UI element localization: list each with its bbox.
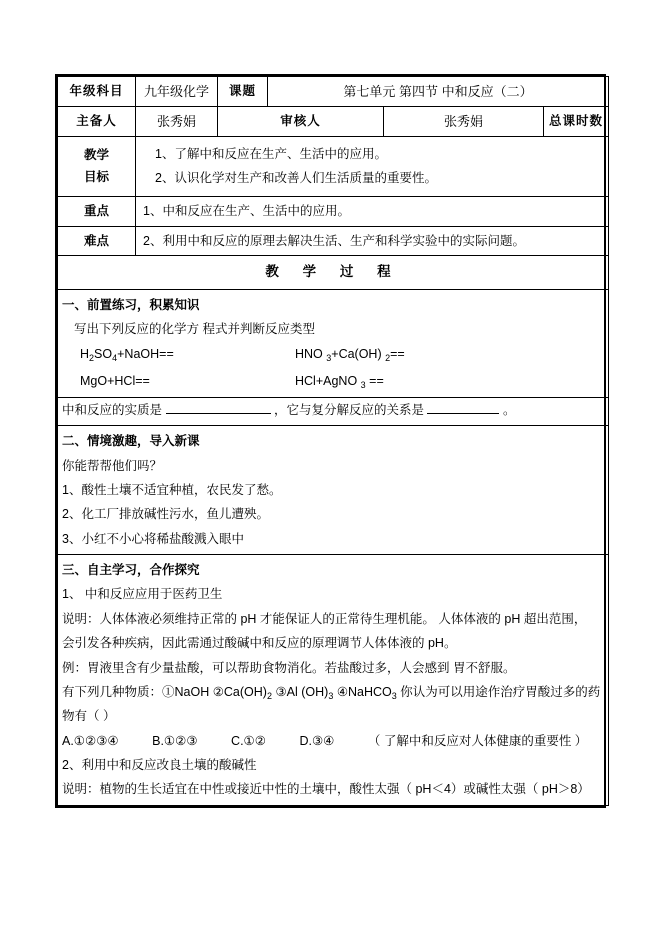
- row-difficulty: [58, 226, 609, 256]
- keypoint-label: 重点: [58, 196, 136, 226]
- row-preparer: [58, 107, 609, 137]
- row-section-2: [58, 426, 609, 555]
- fill-blank-line: [58, 397, 609, 425]
- objective-item-2: 2、认识化学对生产和改善人们生活质量的重要性。: [155, 171, 437, 186]
- option-d[interactable]: D.③④: [299, 733, 335, 748]
- section-3-options: [62, 729, 604, 753]
- objectives-label-line2: 目标: [83, 170, 109, 185]
- equation-row-1: [62, 341, 604, 367]
- section-1-content: [58, 289, 609, 397]
- section-3-sub-1: 1、 中和反应应用于医药卫生: [62, 587, 223, 602]
- section-3-sub-2: 2、利用中和反应改良土壤的酸碱性: [62, 758, 257, 772]
- topic-label: 课题: [218, 77, 268, 107]
- section-3-question-line-1: 有下列几种物质：①NaOH $②Ca(OH)_2$ ③Al $(OH)_3$ ④NaHCO$_3$ 你认为可以用途作治疗胃酸过多的药: [62, 684, 601, 701]
- section-3-explain-1-line-1: 说明：人体体液必须维持正常的 pH 才能保证人的正常待生理机能。 人体体液的 pH 超出范围，: [62, 611, 587, 626]
- row-process-header: [58, 256, 609, 289]
- process-header: 教 学 过 程: [58, 256, 609, 289]
- grade-subject-value: 九年级化学: [136, 77, 218, 107]
- section-1-title: 一、前置练习，积累知识: [62, 297, 200, 312]
- section-3-example-line-1: 例：胃液里含有少量盐酸，可以帮助食物消化。若盐酸过多，人会感到 胃不舒服。: [62, 660, 516, 675]
- fill-blank-prefix: 中和反应的实质是: [62, 402, 163, 417]
- fill-blank-input-2[interactable]: [427, 413, 499, 414]
- option-b[interactable]: B.①②③: [152, 733, 198, 748]
- objective-item-1: 1、了解中和反应在生产、生活中的应用。: [155, 147, 387, 161]
- section-2-item-1: 1、酸性土壤不适宜种植，农民发了愁。: [62, 482, 282, 497]
- row-section-3: [58, 555, 609, 806]
- row-keypoint: [58, 196, 609, 226]
- equation-1-right: HNO $_3$+Ca(OH) $_2$==: [295, 347, 405, 364]
- section-3-title: 三、自主学习，合作探究: [62, 563, 200, 577]
- lesson-plan-table: [55, 74, 606, 808]
- option-a[interactable]: A.①②③④: [62, 733, 119, 748]
- equation-row-2: [62, 368, 604, 394]
- section-3-explain-1-line-2: 会引发各种疾病，因此需通过酸碱中和反应的原理调节人体体液的 pH。: [62, 636, 457, 651]
- section-3-question-line-2: 物有（ ）: [62, 709, 116, 724]
- fill-blank-suffix: 。: [502, 402, 516, 417]
- objectives-label: [58, 137, 136, 197]
- section-3-content: [58, 555, 609, 806]
- reviewer-label: 审核人: [218, 107, 384, 137]
- equation-1-left: $H_2SO_4+NaOH==$: [80, 347, 174, 364]
- row-section-1: [58, 289, 609, 397]
- objectives-label-line1: 教学: [83, 147, 109, 162]
- reviewer-value: 张秀娟: [384, 107, 544, 137]
- section-2-content: [58, 426, 609, 555]
- keypoint-content: 1、中和反应在生产、生活中的应用。: [136, 196, 609, 226]
- section-2-lead: 你能帮帮他们吗？: [62, 458, 163, 473]
- row-objectives: [58, 137, 609, 197]
- difficulty-content: 2、利用中和反应的原理去解决生活、生产和科学实验中的实际问题。: [136, 226, 609, 256]
- lesson-plan-grid: [57, 76, 609, 806]
- section-2-item-3: 3、小红不小心将稀盐酸溅入眼中: [62, 531, 244, 546]
- main-preparer-label: 主备人: [58, 107, 136, 137]
- difficulty-label: 难点: [58, 226, 136, 256]
- section-3-explain-2: 说明：植物的生长适宜在中性或接近中性的土壤中，酸性太强（ pH＜4）或碱性太强（ pH＞8）: [62, 782, 590, 797]
- row-grade-topic: [58, 77, 609, 107]
- fill-blank-input-1[interactable]: [166, 413, 271, 414]
- grade-subject-label: 年级科目: [58, 77, 136, 107]
- total-periods-label: 总课时数: [544, 107, 609, 137]
- equation-2-right: HCl+AgNO $_3$ ==: [295, 373, 384, 390]
- option-note: （ 了解中和反应对人体健康的重要性 ）: [367, 733, 588, 748]
- section-2-item-2: 2、化工厂排放碱性污水，鱼儿遭殃。: [62, 507, 269, 522]
- objectives-content: [136, 137, 609, 197]
- section-2-title: 二、情境激趣，导入新课: [62, 434, 200, 449]
- equation-2-left: MgO+HCl==: [80, 373, 150, 388]
- main-preparer-value: 张秀娟: [136, 107, 218, 137]
- topic-value: 第七单元 第四节 中和反应（二）: [268, 77, 609, 107]
- section-1-instruction: 写出下列反应的化学方 程式并判断反应类型: [74, 321, 315, 336]
- fill-blank-middle: ，它与复分解反应的关系是: [273, 402, 424, 417]
- option-c[interactable]: C.①②: [231, 733, 266, 748]
- row-fill-blank: [58, 397, 609, 425]
